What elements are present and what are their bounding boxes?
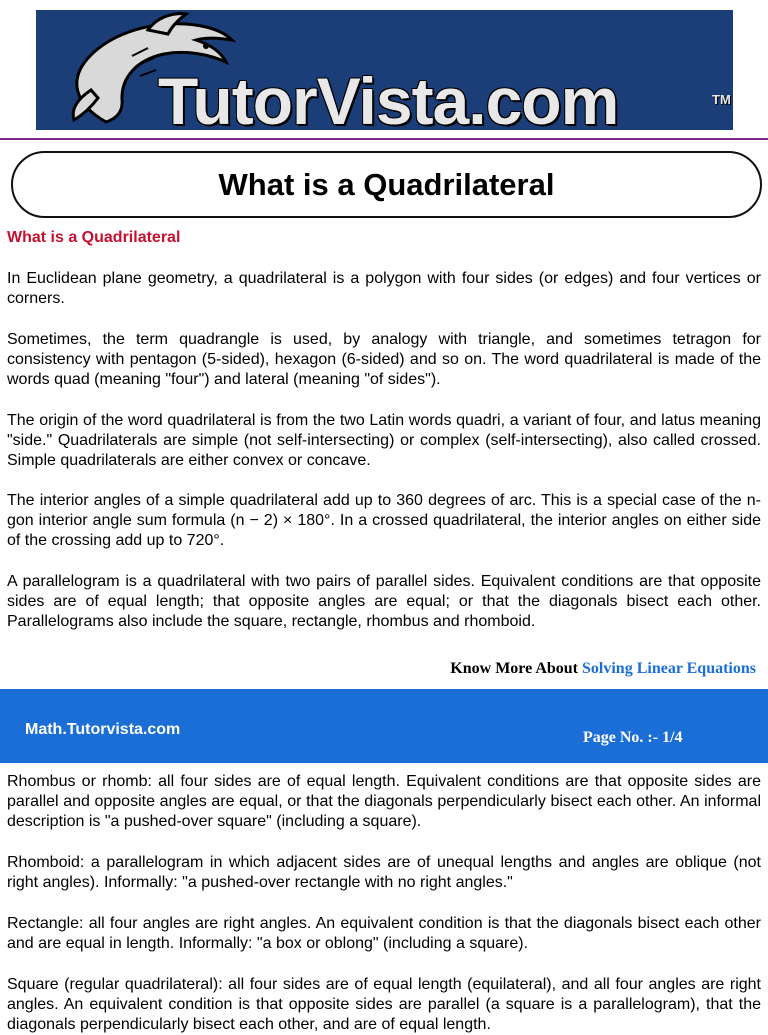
paragraph-rhombus: Rhombus or rhomb: all four sides are of equal length. Equivalent conditions are that opposite sides are parallel and opposite angles are equal, or that the diagonals perpendicularly bisect each other. An informal description is "a pushed-over square" (including a square). xyxy=(7,773,761,830)
paragraph-rectangle: Rectangle: all four angles are right angles. An equivalent condition is that the diagonals bisect each other and are equal in length. Informally: "a box or oblong" (including a square). xyxy=(7,915,761,952)
paragraph-parallelogram: A parallelogram is a quadrilateral with two pairs of parallel sides. Equivalent conditions are that opposite sides are of equal length; that opposite angles are equal; or that the diagonals bisect each other. Parallelograms also include the square, rectangle, rhombus and rhomboid. xyxy=(7,573,761,630)
paragraph-definition: In Euclidean plane geometry, a quadrilateral is a polygon with four sides (or edges) and four vertices or corners. xyxy=(7,270,761,307)
header-divider xyxy=(0,138,768,140)
footer-page-number: Page No. :- 1/4 xyxy=(583,729,683,746)
section-heading: What is a Quadrilateral xyxy=(7,229,181,246)
know-more-prefix: Know More About xyxy=(450,660,579,677)
paragraph-square: Square (regular quadrilateral): all four sides are of equal length (equilateral), and all four angles are right angles. An equivalent condition is that opposite sides are parallel (a square is a parallelogram), that the diagonals perpendicularly bisect each other, and are of equal length. xyxy=(7,976,761,1033)
logo-banner xyxy=(36,10,733,138)
know-more-link[interactable]: Solving Linear Equations xyxy=(582,660,756,677)
paragraph-interior-angles: The interior angles of a simple quadrilateral add up to 360 degrees of arc. This is a special case of the n-gon interior angle sum formula (n − 2) × 180°. In a crossed quadrilateral, the interior angles on either side of the crossing add up to 720°. xyxy=(7,492,761,549)
logo-trademark: TM xyxy=(712,92,731,107)
title-box xyxy=(11,151,762,218)
paragraph-origin: The origin of the word quadrilateral is from the two Latin words quadri, a variant of four, and latus meaning "side." Quadrilaterals are simple (not self-intersecting) or complex (self-intersecting), also called crossed. Simple quadrilaterals are either convex or concave. xyxy=(7,412,761,469)
footer-site-name: Math.Tutorvista.com xyxy=(25,721,181,738)
logo-wordmark: TutorVista.com xyxy=(158,64,619,138)
know-more-line xyxy=(450,660,756,678)
paragraph-terminology: Sometimes, the term quadrangle is used, by analogy with triangle, and sometimes tetragon for consistency with pentagon (5-sided), hexagon (6-sided) and so on. The word quadrilateral is made of the words quad (meaning "four") and lateral (meaning "of sides"). xyxy=(7,331,761,388)
page-title: What is a Quadrilateral xyxy=(218,166,555,202)
paragraph-rhomboid: Rhomboid: a parallelogram in which adjacent sides are of unequal lengths and angles are oblique (not right angles). Informally: "a pushed-over rectangle with no right angles." xyxy=(7,854,761,891)
